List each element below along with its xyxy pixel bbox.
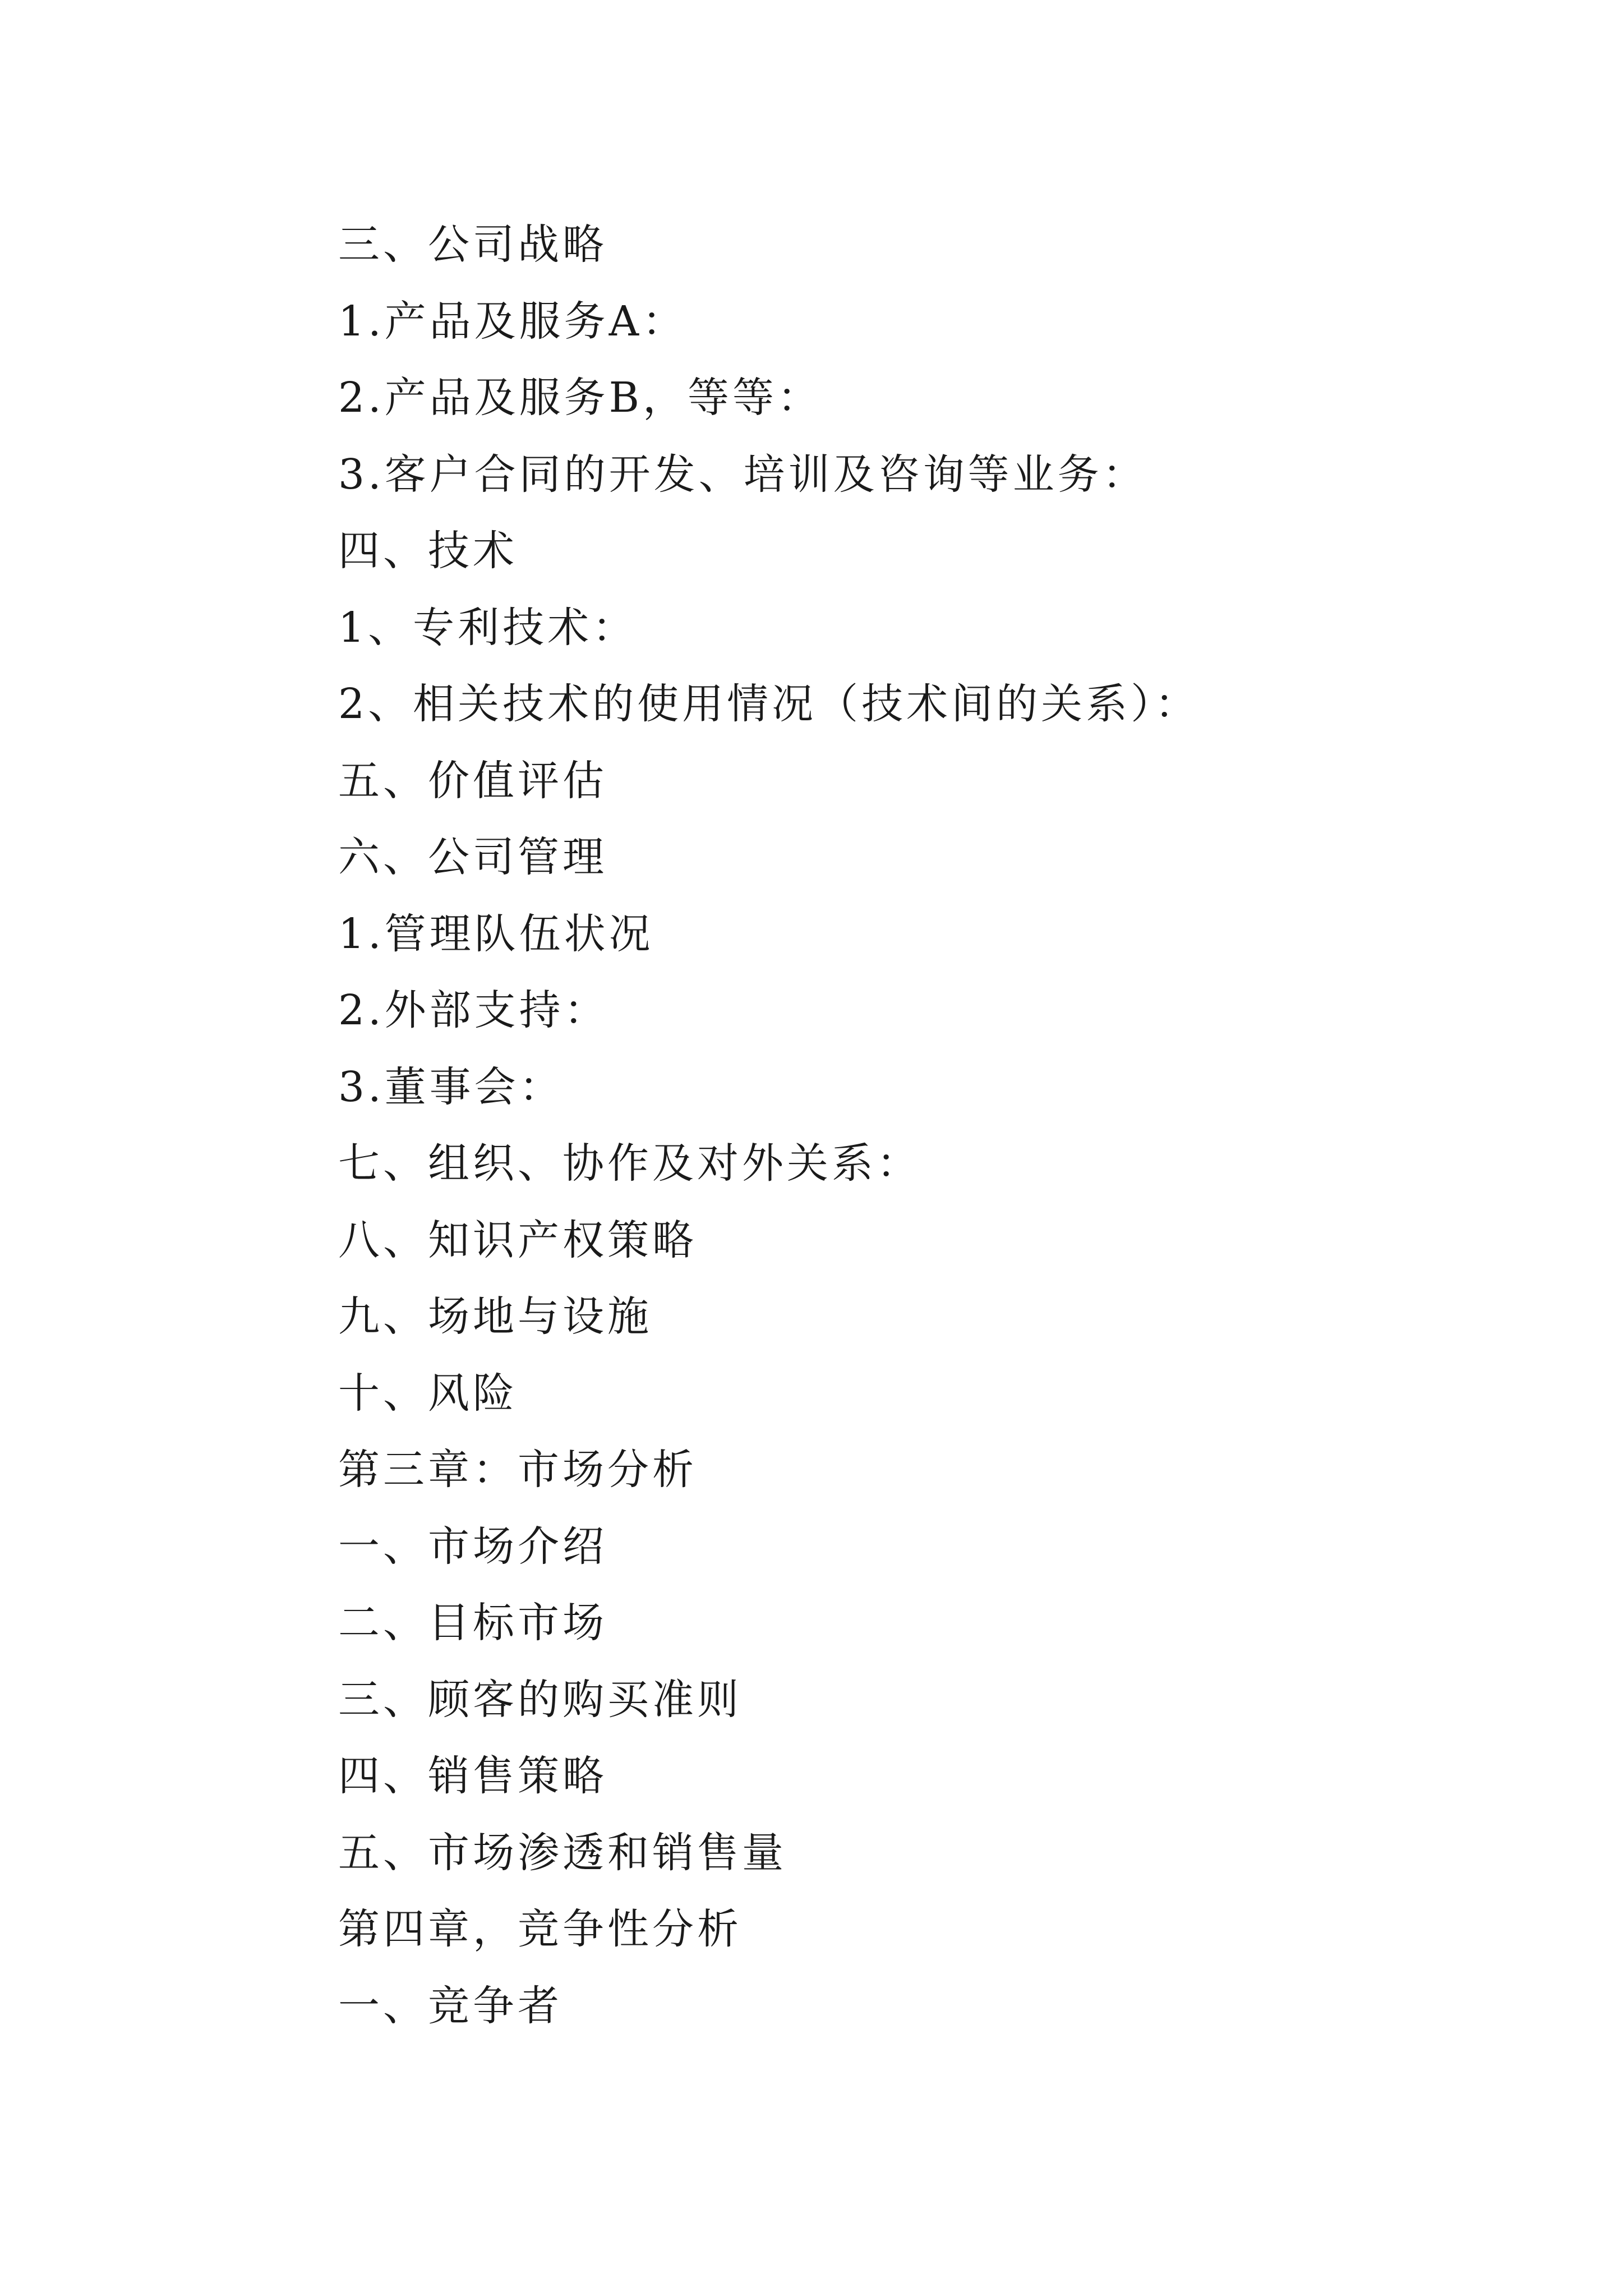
list-item: 2.外部支持：	[338, 986, 609, 1034]
section-heading-technology: 四、技术	[338, 527, 518, 575]
list-item: 3.客户合同的开发、培训及咨询等业务：	[338, 450, 1147, 499]
section-heading-competitors: 一、竞争者	[338, 1981, 562, 2030]
section-heading-market-penetration: 五、市场渗透和销售量	[338, 1828, 787, 1877]
section-heading-ip-strategy: 八、知识产权策略	[338, 1216, 697, 1264]
list-item: 1、专利技术：	[338, 603, 638, 652]
section-heading-facilities: 九、场地与设施	[338, 1292, 652, 1341]
section-heading-risk: 十、风险	[338, 1369, 518, 1418]
chapter-heading-market-analysis: 第三章：市场分析	[338, 1446, 697, 1494]
section-heading-purchase-criteria: 三、顾客的购买准则	[338, 1675, 742, 1724]
list-item: 1.产品及服务A：	[338, 297, 688, 346]
section-heading-valuation: 五、价值评估	[338, 756, 607, 805]
document-body	[338, 206, 1516, 2044]
list-item: 2.产品及服务B，等等：	[338, 374, 822, 422]
section-heading-market-intro: 一、市场介绍	[338, 1522, 607, 1571]
chapter-heading-competitive-analysis: 第四章，竞争性分析	[338, 1905, 742, 1953]
section-heading-organization: 七、组织、协作及对外关系：	[338, 1139, 921, 1188]
list-item: 1.管理队伍状况	[338, 909, 654, 958]
section-heading-company-management: 六、公司管理	[338, 833, 607, 881]
list-item: 2、相关技术的使用情况（技术间的关系）：	[338, 680, 1200, 728]
section-heading-company-strategy: 三、公司战略	[338, 220, 607, 269]
section-heading-sales-strategy: 四、销售策略	[338, 1752, 607, 1800]
section-heading-target-market: 二、目标市场	[338, 1599, 607, 1647]
list-item: 3.董事会：	[338, 1062, 564, 1111]
